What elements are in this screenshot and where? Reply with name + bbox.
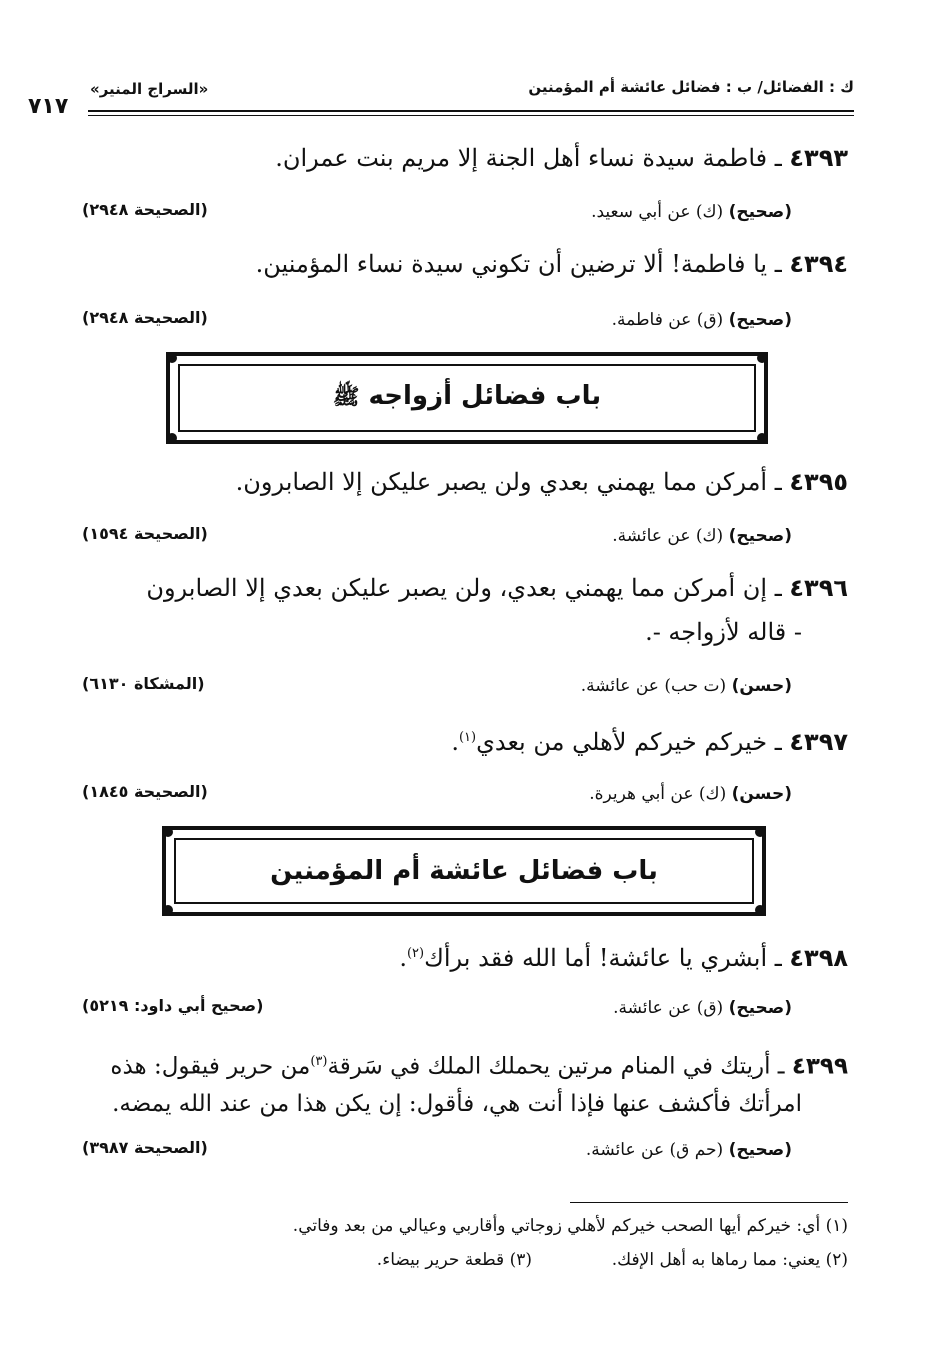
chapter-title: باب فضائل أزواجه ﷺ [332, 381, 602, 411]
grade-label: (حسن) [731, 676, 792, 696]
hadith-number: ٤٣٩٦ [789, 574, 848, 602]
corner-ornament [757, 353, 767, 363]
hadith-4397: ٤٣٩٧ ـ خيركم خيركم لأهلي من بعدي$^{(١)}$. [451, 728, 848, 756]
chapter-reference: ك : الفضائل/ ب : فضائل عائشة أم المؤمنين [528, 78, 854, 96]
corner-ornament [167, 433, 177, 443]
hadith-number: ٤٣٩٧ [789, 728, 848, 756]
hadith-4396: ٤٣٩٦ ـ إن أمركن مما يهمني بعدي، ولن يصبر عليكن بعدي إلا الصابرون [146, 574, 848, 602]
grade-label: (حسن) [731, 784, 792, 804]
page-number: ٧١٧ [28, 94, 69, 119]
hadith-number: ٤٣٩٨ [789, 944, 848, 972]
hadith-reference: (المشكاة ٦١٣٠) [82, 674, 205, 693]
grade-label: (صحيح) [728, 998, 792, 1018]
honorific-mark: ﷺ [332, 385, 360, 410]
grade-source: (حم ق) عن عائشة. [585, 1140, 724, 1160]
hadith-number: ٤٣٩٤ [789, 250, 848, 278]
grade-source: (ك) عن أبي هريرة. [589, 784, 727, 804]
grade-source: (ك) عن عائشة. [612, 526, 724, 546]
hadith-grade [591, 202, 792, 222]
hadith-grade [581, 676, 792, 696]
book-title: «السراج المنير» [90, 80, 209, 98]
hadith-text: خيركم خيركم لأهلي من بعدي [476, 728, 768, 756]
hadith-text: فاطمة سيدة نساء أهل الجنة إلا مريم بنت عمران. [275, 144, 768, 172]
hadith-reference: (الصحيحة ١٨٤٥) [82, 782, 208, 801]
footnote-2: (٢) يعني: مما رماها به أهل الإفك. [611, 1250, 848, 1270]
grade-source: (ك) عن أبي سعيد. [591, 202, 724, 222]
hadith-text-cont: من حرير فيقول: هذه [110, 1053, 311, 1080]
grade-label: (صحيح) [728, 526, 792, 546]
footnote-marker: (١) [458, 730, 477, 745]
corner-ornament [163, 905, 173, 915]
hadith-number: ٤٣٩٥ [789, 468, 848, 496]
corner-ornament [757, 433, 767, 443]
hadith-reference: (الصحيحة ٣٩٨٧) [82, 1138, 208, 1157]
grade-source: (ق) عن فاطمة. [611, 310, 724, 330]
hadith-grade [589, 784, 792, 804]
hadith-grade [612, 310, 792, 330]
chapter-box-wives [166, 352, 768, 444]
corner-ornament [167, 353, 177, 363]
chapter-title: باب فضائل عائشة أم المؤمنين [270, 856, 658, 886]
grade-label: (صحيح) [728, 310, 792, 330]
hadith-continuation: امرأتك فأكشف عنها فإذا أنت هي، فأقول: إن يكن هذا من عند الله يمضه. [112, 1091, 802, 1117]
hadith-reference: (الصحيحة ٢٩٤٨) [82, 308, 208, 327]
footnote-1: (١) أي: خيركم أيها الصحب خيركم لأهلي زوجاتي وأقاربي وعيالي من بعد وفاتي. [292, 1216, 848, 1236]
footnote-separator [570, 1202, 848, 1203]
corner-ornament [755, 827, 765, 837]
grade-label: (صحيح) [728, 202, 792, 222]
hadith-continuation: - قاله لأزواجه -. [645, 618, 802, 646]
hadith-grade [586, 1140, 792, 1160]
header-rule-thin [88, 115, 854, 116]
hadith-text: يا فاطمة! ألا ترضين أن تكوني سيدة نساء المؤمنين. [255, 250, 768, 278]
hadith-number: ٤٣٩٣ [789, 144, 848, 172]
hadith-text: أبشري يا عائشة! أما الله فقد برأك [424, 944, 768, 972]
corner-ornament [755, 905, 765, 915]
grade-source: (ت حب) عن عائشة. [580, 676, 727, 696]
hadith-grade [612, 526, 792, 546]
hadith-4398: ٤٣٩٨ ـ أبشري يا عائشة! أما الله فقد برأك$^{(٢)}$. [399, 944, 848, 972]
hadith-4399: ٤٣٩٩ ـ أريتك في المنام مرتين يحملك الملك في سَرقة$^{(٣)}$من حرير فيقول: هذه [110, 1053, 848, 1080]
footnote-marker: (٢) [406, 946, 425, 961]
grade-source: (ق) عن عائشة. [613, 998, 724, 1018]
footnote-marker: (٣) [310, 1054, 328, 1069]
hadith-4394: ٤٣٩٤ ـ يا فاطمة! ألا ترضين أن تكوني سيدة نساء المؤمنين. [255, 250, 848, 278]
hadith-reference: (الصحيحة ١٥٩٤) [82, 524, 208, 543]
grade-label: (صحيح) [728, 1140, 792, 1160]
footnote-3: (٣) قطعة حرير بيضاء. [376, 1250, 532, 1270]
chapter-box-aisha [162, 826, 766, 916]
hadith-4395: ٤٣٩٥ ـ أمركن مما يهمني بعدي ولن يصبر عليكن إلا الصابرون. [235, 468, 848, 496]
hadith-text: أمركن مما يهمني بعدي ولن يصبر عليكن إلا الصابرون. [235, 468, 768, 496]
hadith-reference: (الصحيحة ٢٩٤٨) [82, 200, 208, 219]
header-rule-thick [88, 110, 854, 112]
corner-ornament [163, 827, 173, 837]
hadith-text: أريتك في المنام مرتين يحملك الملك في سَرقة [327, 1053, 771, 1080]
hadith-4393: ٤٣٩٣ ـ فاطمة سيدة نساء أهل الجنة إلا مريم بنت عمران. [275, 144, 848, 172]
hadith-reference: (صحيح أبي داود: ٥٢١٩) [82, 996, 264, 1015]
hadith-grade [613, 998, 792, 1018]
hadith-number: ٤٣٩٩ [791, 1053, 848, 1080]
hadith-text: إن أمركن مما يهمني بعدي، ولن يصبر عليكن بعدي إلا الصابرون [146, 574, 768, 602]
